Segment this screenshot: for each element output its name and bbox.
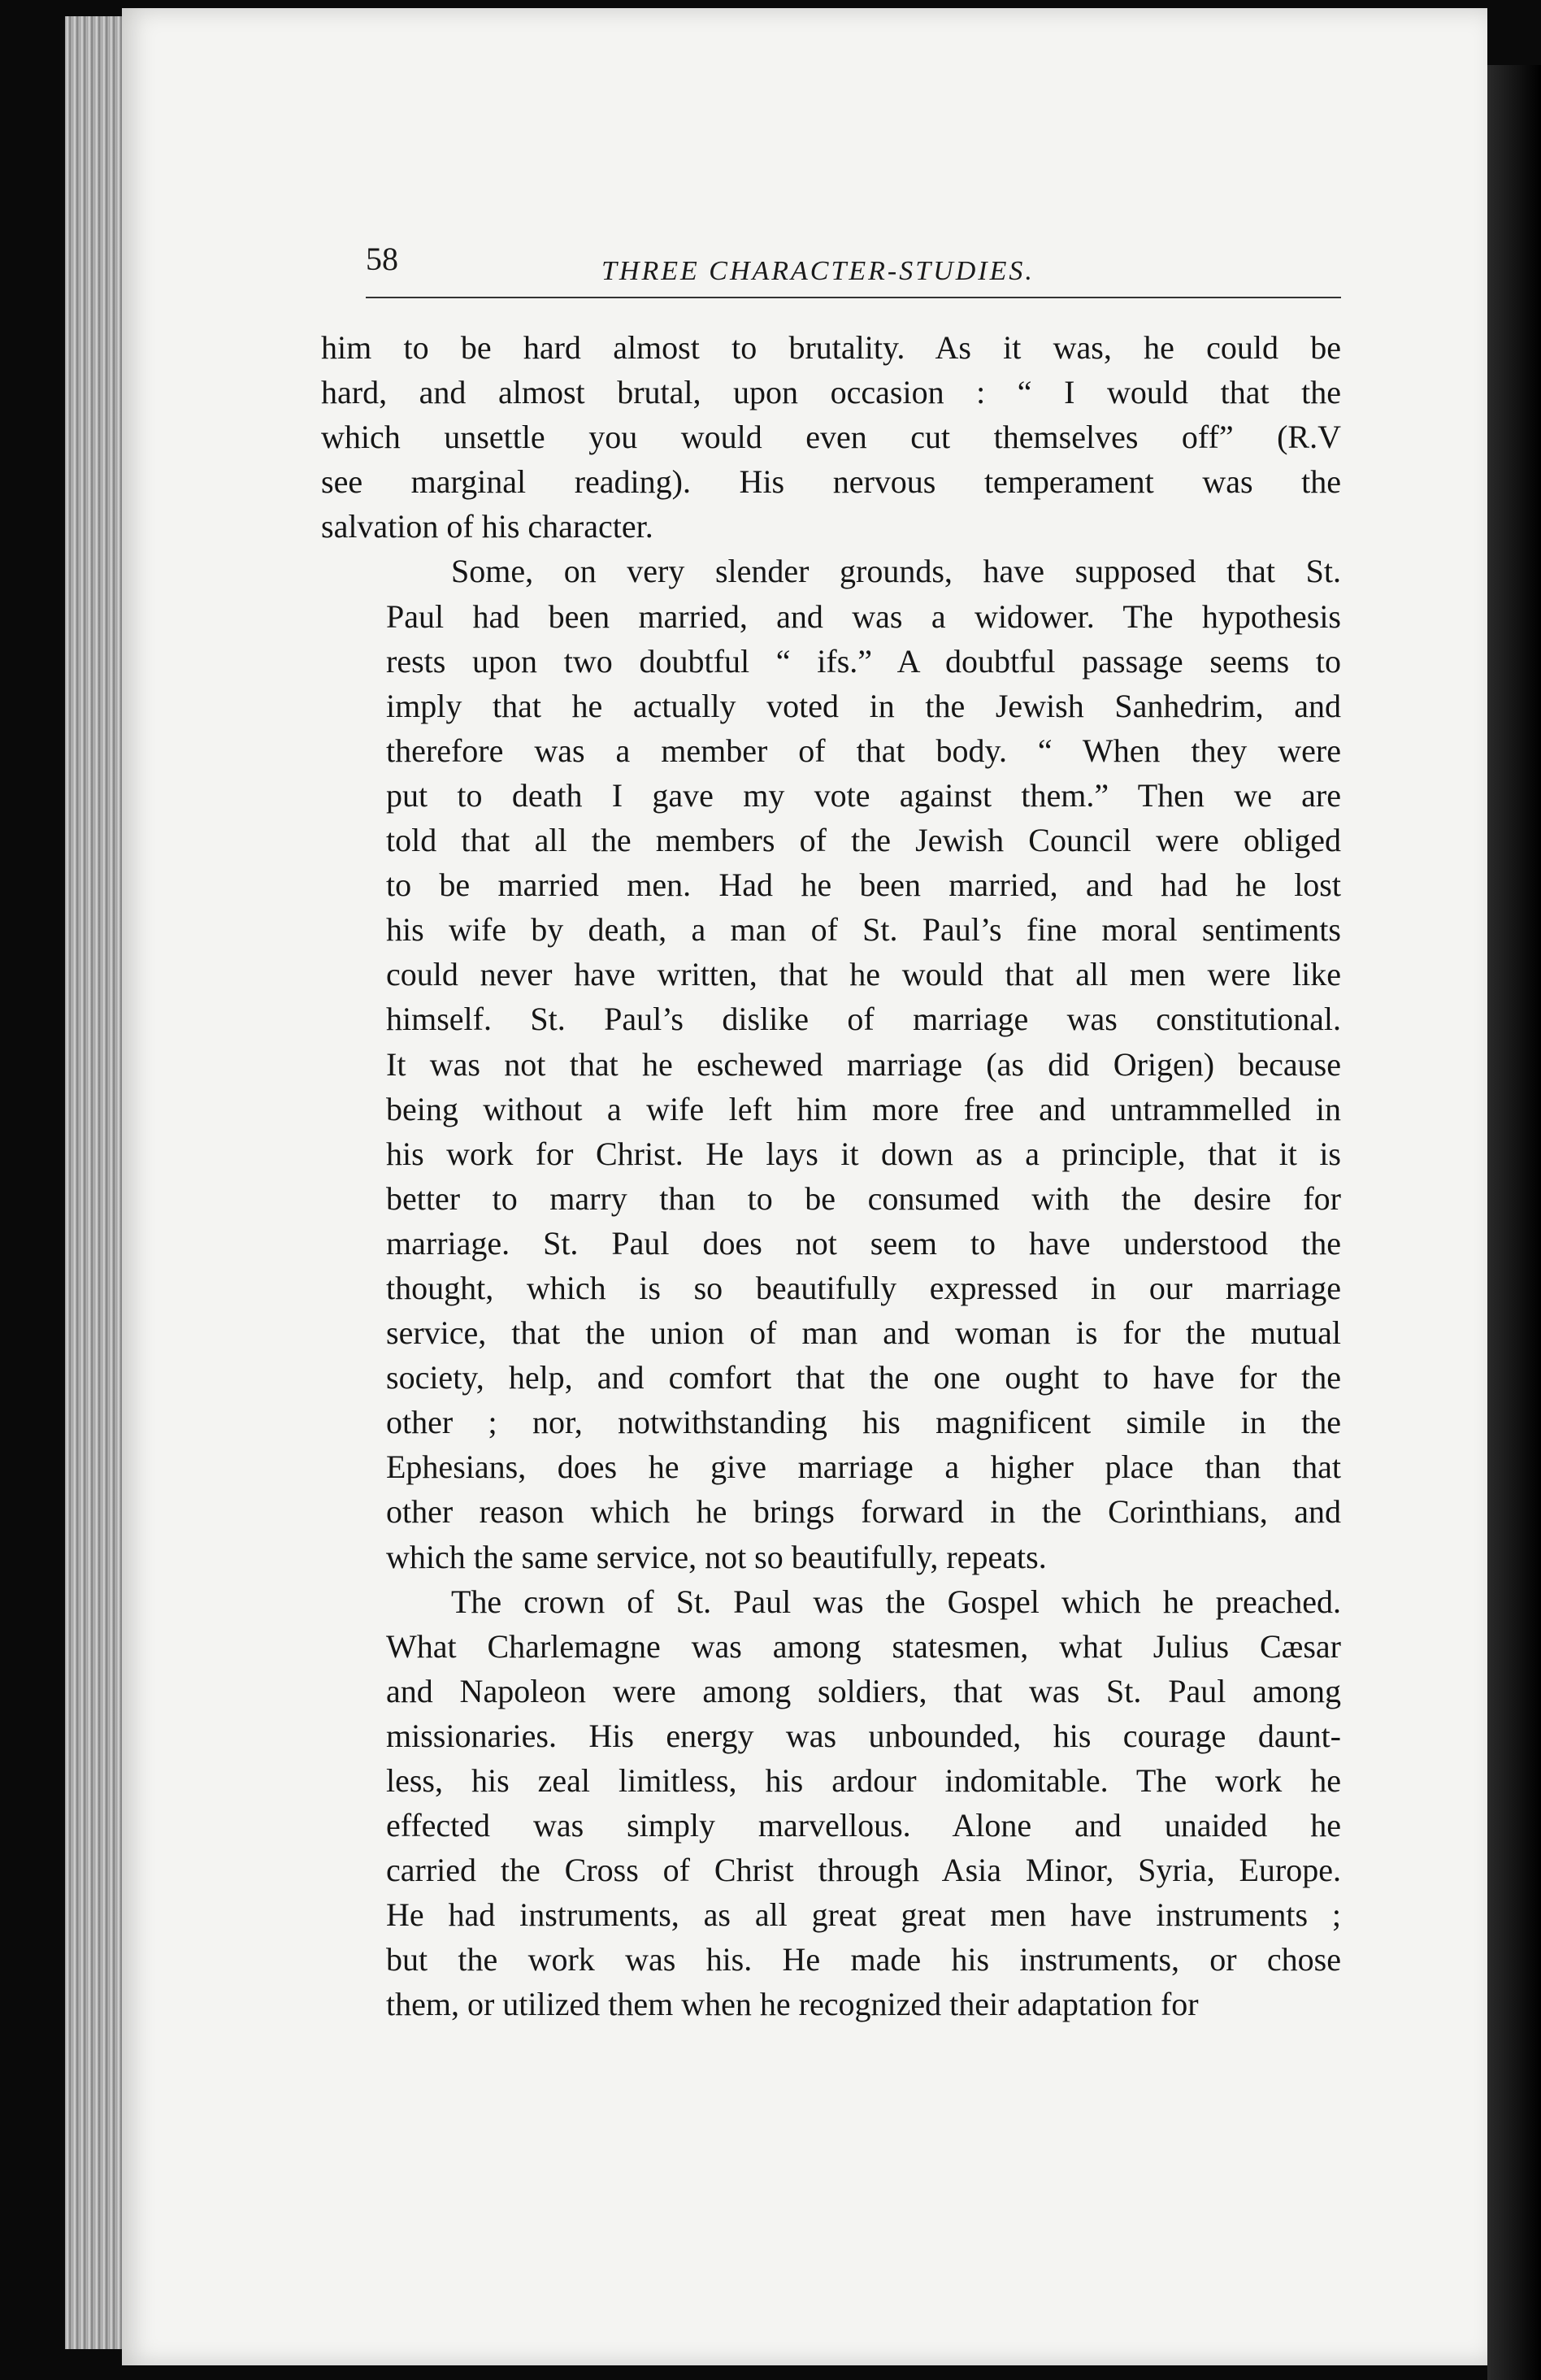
text-line: his wife by death, a man of St. Paul’s fine moral sentiments [386, 911, 1341, 949]
text-line: What Charlemagne was among statesmen, what Julius Cæsar [386, 1627, 1341, 1665]
text-line: The crown of St. Paul was the Gospel which he preached. [451, 1583, 1341, 1620]
text-line: society, help, and comfort that the one ought to have for the [386, 1359, 1341, 1396]
paragraph [321, 1579, 1341, 2027]
text-line: missionaries. His energy was unbounded, his courage daunt- [386, 1717, 1341, 1754]
text-line: other ; nor, notwithstanding his magnificent simile in the [386, 1404, 1341, 1441]
text-line: carried the Cross of Christ through Asia Minor, Syria, Europe. [386, 1852, 1341, 1889]
text-line: service, that the union of man and woman is for the mutual [386, 1314, 1341, 1352]
text-line: other reason which he brings forward in the Corinthians, and [386, 1493, 1341, 1531]
text-line: hard, and almost brutal, upon occasion : “ I would that the [321, 374, 1341, 411]
page-number: 58 [366, 241, 398, 277]
text-line: salvation of his character. [321, 508, 653, 545]
text-line: them, or utilized them when he recognized their adaptation for [386, 1986, 1199, 2023]
facing-page-shadow [1487, 65, 1541, 2380]
text-line: his work for Christ. He lays it down as a principle, that it is [386, 1135, 1341, 1172]
text-line: and Napoleon were among soldiers, that was St. Paul among [386, 1672, 1341, 1709]
text-line: which unsettle you would even cut themselves off” (R.V [321, 419, 1341, 456]
text-line: put to death I gave my vote against them.” Then we are [386, 776, 1341, 814]
text-line: thought, which is so beautifully expressed in our marriage [386, 1269, 1341, 1306]
text-line: him to be hard almost to brutality. As it was, he could be [321, 329, 1341, 366]
text-line: It was not that he eschewed marriage (as did Origen) because [386, 1045, 1341, 1083]
text-line: Ephesians, does he give marriage a higher place than that [386, 1448, 1341, 1486]
text-line: told that all the members of the Jewish Council were obliged [386, 822, 1341, 859]
text-line: but the work was his. He made his instruments, or chose [386, 1941, 1341, 1978]
text-line: effected was simply marvellous. Alone and unaided he [386, 1807, 1341, 1844]
text-line: to be married men. Had he been married, and had he lost [386, 866, 1341, 904]
running-title: THREE CHARACTER-STUDIES. [601, 256, 1035, 286]
text-line: could never have written, that he would that all men were like [386, 956, 1341, 993]
body-text [321, 325, 1341, 2027]
text-line: see marginal reading). His nervous temperament was the [321, 463, 1341, 501]
text-line: He had instruments, as all great great men have instruments ; [386, 1896, 1341, 1934]
text-line: imply that he actually voted in the Jewish Sanhedrim, and [386, 687, 1341, 724]
text-line: which the same service, not so beautifully, repeats. [386, 1538, 1047, 1575]
text-line: therefore was a member of that body. “ When they were [386, 732, 1341, 769]
text-line: better to marry than to be consumed with the desire for [386, 1179, 1341, 1217]
paragraph [321, 325, 1341, 549]
text-line: himself. St. Paul’s dislike of marriage was constitutional. [386, 1001, 1341, 1038]
paragraph [321, 549, 1341, 1579]
text-line: Paul had been married, and was a widower. The hypothesis [386, 597, 1341, 635]
text-line: marriage. St. Paul does not seem to have understood the [386, 1224, 1341, 1262]
page-header [366, 232, 1341, 298]
text-line: rests upon two doubtful “ ifs.” A doubtful passage seems to [386, 642, 1341, 680]
text-line: being without a wife left him more free and untrammelled in [386, 1090, 1341, 1127]
text-line: less, his zeal limitless, his ardour indomitable. The work he [386, 1762, 1341, 1799]
text-line: Some, on very slender grounds, have supposed that St. [451, 553, 1341, 590]
